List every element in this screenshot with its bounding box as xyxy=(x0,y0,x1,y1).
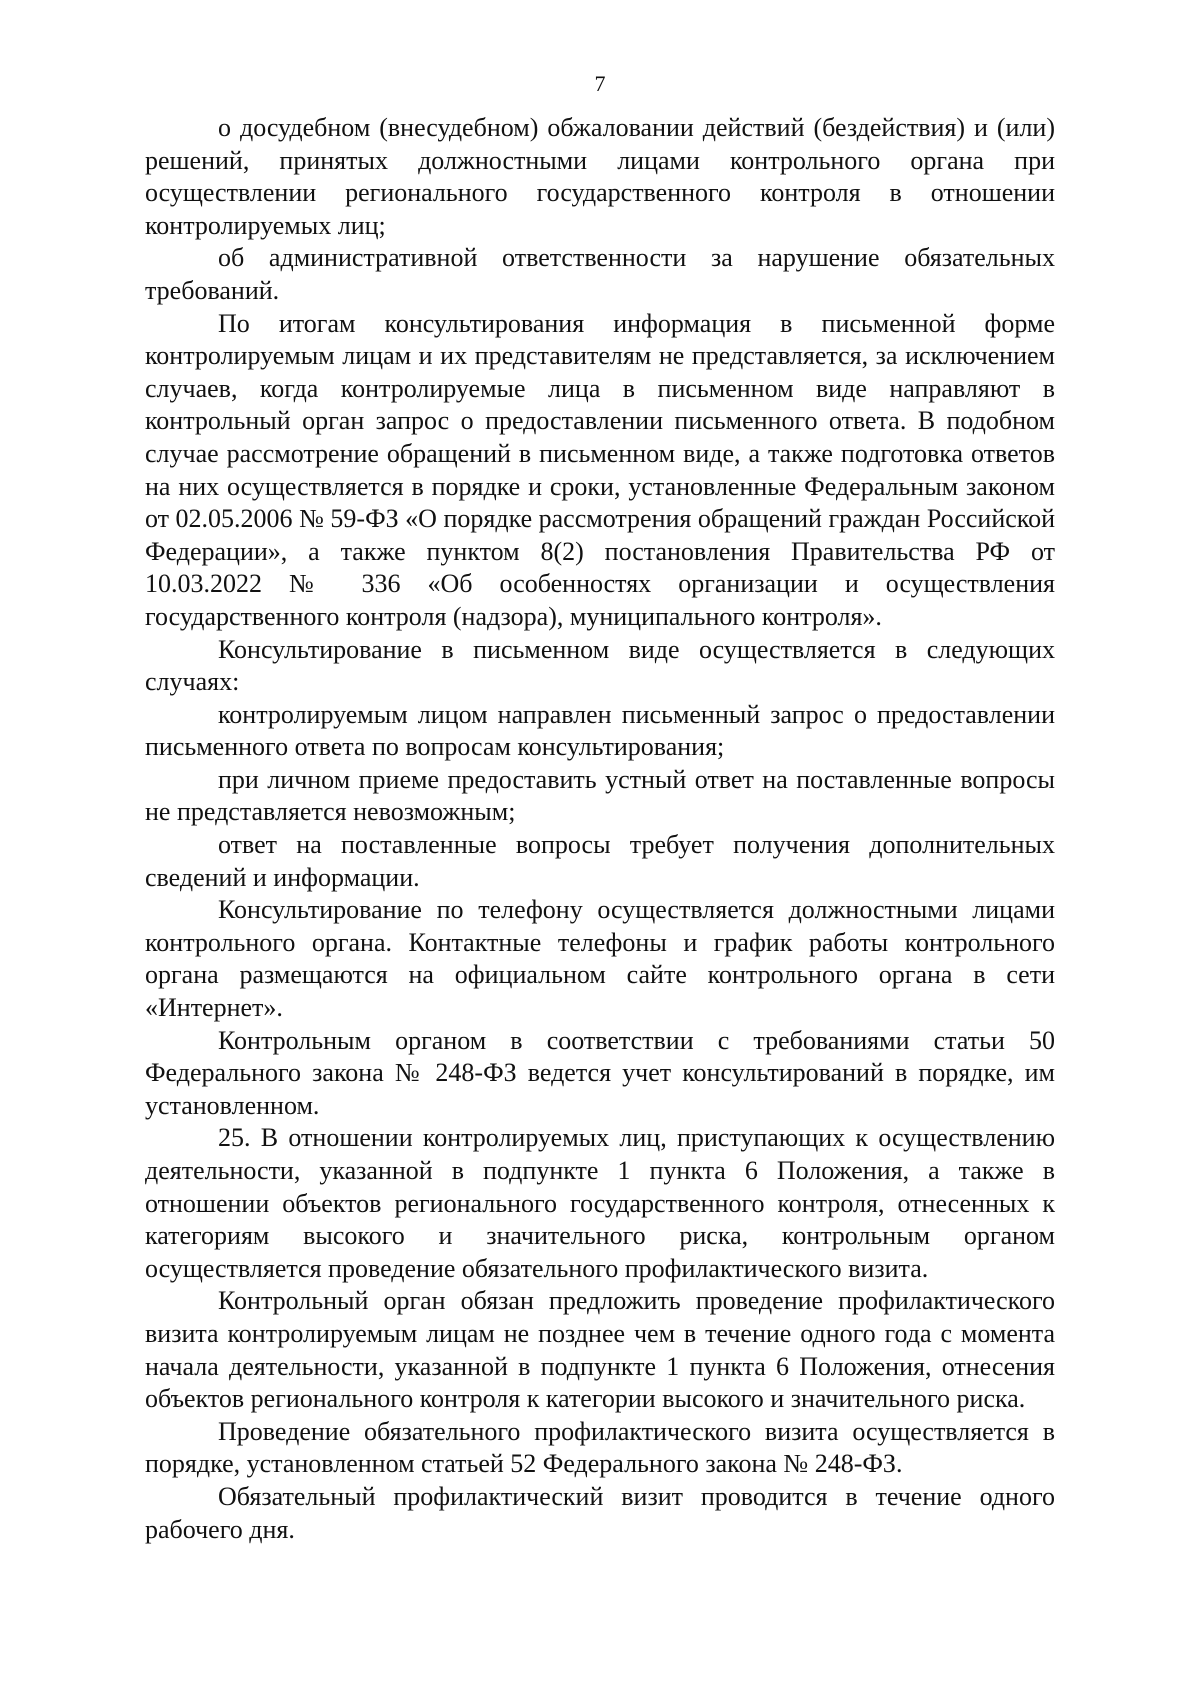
paragraph: о досудебном (внесудебном) обжаловании действий (бездействия) и (или) решений, принятых должностными лицами контрольного органа при осуществлении регионального государственного контроля в отношении контролируемых лиц; xyxy=(145,113,1055,240)
paragraph: об административной ответственности за нарушение обязательных требований. xyxy=(145,243,1055,305)
document-body xyxy=(145,112,1055,1546)
paragraph: контролируемым лицом направлен письменный запрос о предоставлении письменного ответа по вопросам консультирования; xyxy=(145,699,1055,762)
paragraph: ответ на поставленные вопросы требует получения дополнительных сведений и информации. xyxy=(145,830,1055,892)
paragraph: Консультирование в письменном виде осуществляется в следующих случаях: xyxy=(145,634,1055,697)
page-number: 7 xyxy=(594,71,606,96)
paragraph: Контрольным органом в соответствии с требованиями статьи 50 Федерального закона № 248-ФЗ ведется учет консультирований в порядке, им установленном. xyxy=(145,1025,1055,1120)
paragraph: Проведение обязательного профилактического визита осуществляется в порядке, установленном статьей 52 Федерального закона № 248-ФЗ. xyxy=(145,1416,1055,1479)
paragraph: Контрольный орган обязан предложить проведение профилактического визита контролируемым лицам не позднее чем в течение одного года с момента начала деятельности, указанной в подпункте 1 пункта 6 Положения, отнесения объектов регионального контроля к категории высокого и значительного риска. xyxy=(145,1286,1055,1414)
paragraph: Обязательный профилактический визит проводится в течение одного рабочего дня. xyxy=(145,1481,1055,1544)
paragraph: при личном приеме предоставить устный ответ на поставленные вопросы не представляется невозможным; xyxy=(145,764,1055,827)
paragraph: По итогам консультирования информация в письменной форме контролируемым лицам и их представителям не представляется, за исключением случаев, когда контролируемые лица в письменном виде направляют в контрольный орган запрос о предоставлении письменного ответа. В подобном случае рассмотрение обращений в письменном виде, а также подготовка ответов на них осуществляется в порядке и сроки, установленные Федеральным законом от 02.05.2006 № 59-ФЗ «О порядке рассмотрения обращений граждан Российской Федерации», а также пунктом 8(2) постановления Правительства РФ от 10.03.2022 № 336 «Об особенностях организации и осуществления государственного контроля (надзора), муниципального контроля». xyxy=(145,308,1055,631)
paragraph: 25. В отношении контролируемых лиц, приступающих к осуществлению деятельности, указанной в подпункте 1 пункта 6 Положения, а также в отношении объектов регионального государственного контроля, отнесенных к категориям высокого и значительного риска, контрольным органом осуществляется проведение обязательного профилактического визита. xyxy=(145,1123,1055,1283)
paragraph: Консультирование по телефону осуществляется должностными лицами контрольного органа. Контактные телефоны и график работы контрольного органа размещаются на официальном сайте контрольного органа в сети «Интернет». xyxy=(145,895,1055,1023)
